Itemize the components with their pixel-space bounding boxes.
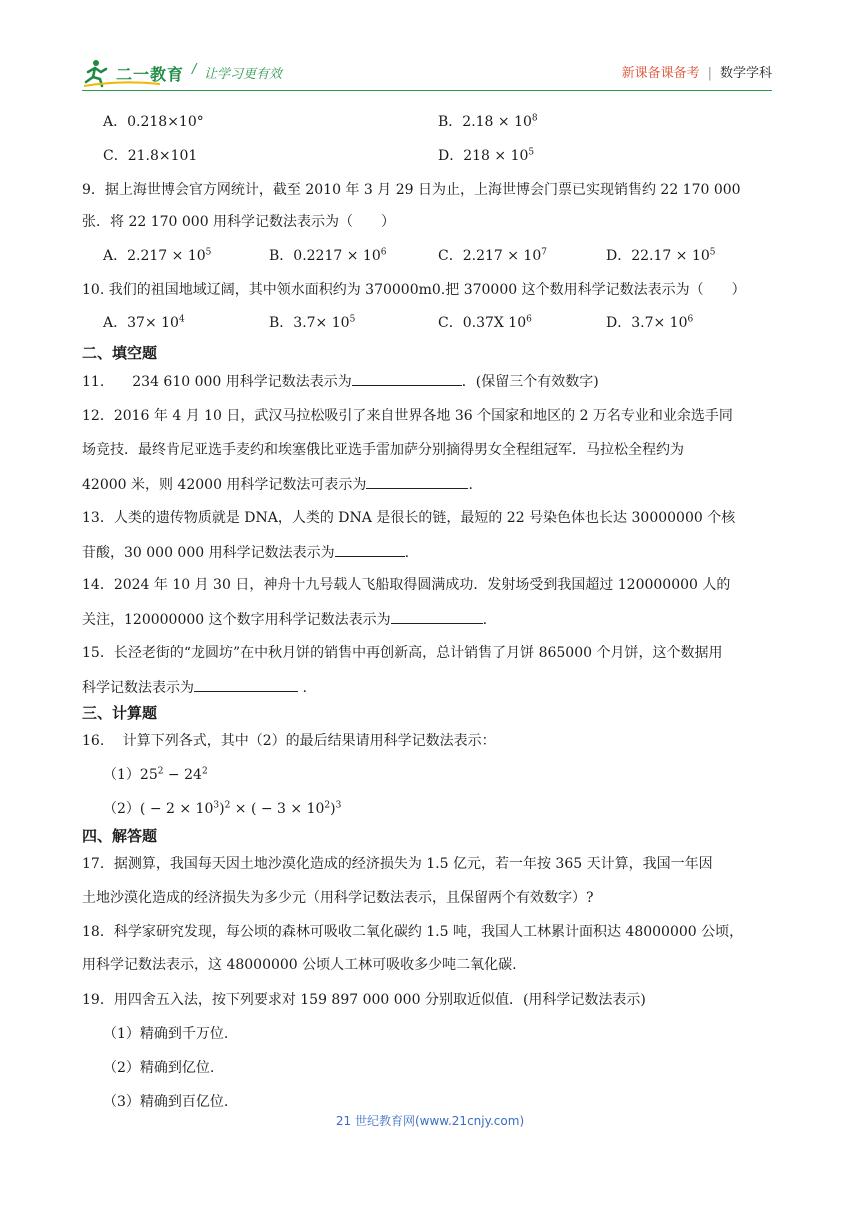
q11-note: ．(保留三个有效数字) xyxy=(461,374,599,390)
option-text: 37× 10 xyxy=(127,315,179,331)
q15-line2 xyxy=(82,677,307,698)
q14-text: 关注，120000000 这个数字用科学记数法表示为 xyxy=(82,612,391,628)
q10-option-a xyxy=(103,313,185,333)
option-label: C． xyxy=(438,315,463,331)
q18-line2: 用科学记数法表示，这 48000000 公顷人工林可吸收多少吨二氧化碳. xyxy=(82,957,517,973)
q9-option-a xyxy=(103,246,211,266)
answer-blank[interactable] xyxy=(194,677,298,692)
q13-line1: 13．人类的遗传物质就是 DNA，人类的 DNA 是很长的链，最短的 22 号染色体也长达 30000000 个核 xyxy=(82,510,736,526)
q12-end: . xyxy=(468,477,473,493)
q10-stem: 10. 我们的祖国地域辽阔，其中领水面积约为 370000m0.把 370000 这个数用科学记数法表示为（ ） xyxy=(82,282,746,298)
exponent: 3 xyxy=(213,800,220,811)
expr: × ( − 3 × 10 xyxy=(230,801,325,817)
brand-slogan: 让学习更有效 xyxy=(204,67,283,82)
section-heading-fill-blank: 二、填空题 xyxy=(82,344,158,362)
q8-option-d xyxy=(438,146,534,166)
brand-name: 二一教育 xyxy=(116,65,185,84)
exponent: 5 xyxy=(709,247,716,258)
q12-line1: 12．2016 年 4 月 10 日，武汉马拉松吸引了来自世界各地 36 个国家和地区的 2 万名专业和业余选手同 xyxy=(82,408,733,424)
page-header xyxy=(82,56,772,90)
header-divider xyxy=(82,90,772,91)
q10-option-d xyxy=(606,313,693,333)
exponent: 8 xyxy=(531,113,538,124)
option-label: D． xyxy=(438,148,464,164)
option-label: C． xyxy=(103,148,128,164)
exponent: 5 xyxy=(528,147,535,158)
option-label: A． xyxy=(103,248,128,264)
q8-option-c xyxy=(103,146,197,166)
q10-option-c xyxy=(438,313,532,333)
answer-blank[interactable] xyxy=(366,474,468,489)
expr: − 24 xyxy=(163,767,202,783)
q12-line3 xyxy=(82,474,473,495)
exponent: 5 xyxy=(349,314,356,325)
q11-text: 11. 234 610 000 用科学记数法表示为 xyxy=(82,374,352,390)
q16-part2 xyxy=(103,799,341,819)
exponent: 6 xyxy=(380,247,387,258)
q19-part3: （3）精确到百亿位. xyxy=(103,1094,229,1110)
option-text: 3.7× 10 xyxy=(631,315,688,331)
q14-line2 xyxy=(82,609,487,630)
answer-blank[interactable] xyxy=(335,542,405,557)
q9-option-b xyxy=(269,246,386,266)
expr: 25 xyxy=(139,767,158,783)
exponent: 7 xyxy=(541,247,547,258)
option-text: 3.7× 10 xyxy=(293,315,350,331)
header-separator: | xyxy=(707,66,712,81)
option-text: 0.2217 × 10 xyxy=(293,248,381,264)
exponent: 2 xyxy=(157,766,164,777)
option-label: D． xyxy=(606,315,632,331)
exponent: 2 xyxy=(201,766,208,777)
course-label: 新课备课备考 xyxy=(621,66,700,81)
option-text: 0.218×10° xyxy=(127,114,204,130)
option-label: A． xyxy=(103,114,128,130)
q12-text: 42000 米，则 42000 用科学记数法可表示为 xyxy=(82,477,367,493)
q15-text: 科学记数法表示为 xyxy=(82,680,194,696)
q15-line1: 15．长泾老街的“龙圆坊”在中秋月饼的销售中再创新高，总计销售了月饼 865000 个月饼，这个数据用 xyxy=(82,645,723,661)
q19-part2: （2）精确到亿位. xyxy=(103,1060,215,1076)
q8-option-b xyxy=(438,112,538,132)
expr: ) xyxy=(219,801,225,817)
option-label: B． xyxy=(438,114,463,130)
option-label: B． xyxy=(269,248,294,264)
section-heading-calculation: 三、计算题 xyxy=(82,704,158,722)
q14-line1: 14．2024 年 10 月 30 日，神舟十九号载人飞船取得圆满成功．发射场受到我国超过 120000000 人的 xyxy=(82,577,731,593)
option-text: 218 × 10 xyxy=(463,148,529,164)
part-label: （1） xyxy=(103,767,140,783)
option-text: 22.17 × 10 xyxy=(631,248,710,264)
exponent: 5 xyxy=(205,247,212,258)
exponent: 4 xyxy=(178,314,185,325)
q16-part1 xyxy=(103,765,208,785)
q14-end: . xyxy=(482,612,488,628)
answer-blank[interactable] xyxy=(352,371,462,386)
part-label: （2） xyxy=(103,801,140,817)
option-label: A． xyxy=(103,315,128,331)
q17-line2: 土地沙漠化造成的经济损失为多少元（用科学记数法表示，且保留两个有效数字）? xyxy=(82,890,594,906)
option-text: 2.217 × 10 xyxy=(462,248,542,264)
q13-text: 苷酸，30 000 000 用科学记数法表示为 xyxy=(82,545,335,561)
q10-option-b xyxy=(269,313,355,333)
q9-stem-line2: 张．将 22 170 000 用科学记数法表示为（ ） xyxy=(82,214,396,230)
option-label: D． xyxy=(606,248,632,264)
exponent: 2 xyxy=(224,800,231,811)
option-text: 0.37X 10 xyxy=(462,315,527,331)
q18-line1: 18．科学家研究发现，每公顷的森林可吸收二氧化碳约 1.5 吨，我国人工林累计面积达 48000000 公顷， xyxy=(82,924,744,940)
page-footer[interactable]: 21 世纪教育网(www.21cnjy.com) xyxy=(335,1114,525,1128)
exponent: 3 xyxy=(335,800,342,811)
q8-option-a xyxy=(103,112,204,132)
exponent: 2 xyxy=(324,800,331,811)
option-label: C． xyxy=(438,248,463,264)
option-text: 2.217 × 10 xyxy=(127,248,206,264)
q16-stem: 16. 计算下列各式，其中（2）的最后结果请用科学记数法表示： xyxy=(82,733,496,749)
q9-option-d xyxy=(606,246,716,266)
subject-label: 数学学科 xyxy=(719,66,772,81)
q19-line1: 19．用四舍五入法，按下列要求对 159 897 000 000 分别取近似值．(用科学记数法表示) xyxy=(82,992,646,1008)
option-text: 21.8×101 xyxy=(127,148,198,164)
exponent: 6 xyxy=(687,314,694,325)
answer-blank[interactable] xyxy=(391,609,483,624)
q13-end: . xyxy=(404,545,410,561)
exponent: 6 xyxy=(526,314,532,325)
q9-stem-line1: 9．据上海世博会官方网统计，截至 2010 年 3 月 29 日为止，上海世博会门票已实现销售约 22 170 000 xyxy=(82,182,741,198)
q12-line2: 场竞技．最终肯尼亚选手麦约和埃塞俄比亚选手雷加萨分别摘得男女全程组冠军．马拉松全程约为 xyxy=(82,442,684,458)
section-heading-answer: 四、解答题 xyxy=(82,827,158,845)
q17-line1: 17．据测算，我国每天因土地沙漠化造成的经济损失为 1.5 亿元，若一年按 365 天计算，我国一年因 xyxy=(82,856,713,872)
header-slash: / xyxy=(192,62,197,77)
option-text: 2.18 × 10 xyxy=(462,114,532,130)
q15-end: . xyxy=(298,680,307,696)
q9-option-c xyxy=(438,246,547,266)
q13-line2 xyxy=(82,542,409,563)
expr: ) xyxy=(330,801,336,817)
expr: ( − 2 × 10 xyxy=(139,801,214,817)
q19-part1: （1）精确到千万位. xyxy=(103,1026,229,1042)
header-right xyxy=(622,62,772,81)
q11-line xyxy=(82,371,599,392)
option-label: B． xyxy=(269,315,294,331)
